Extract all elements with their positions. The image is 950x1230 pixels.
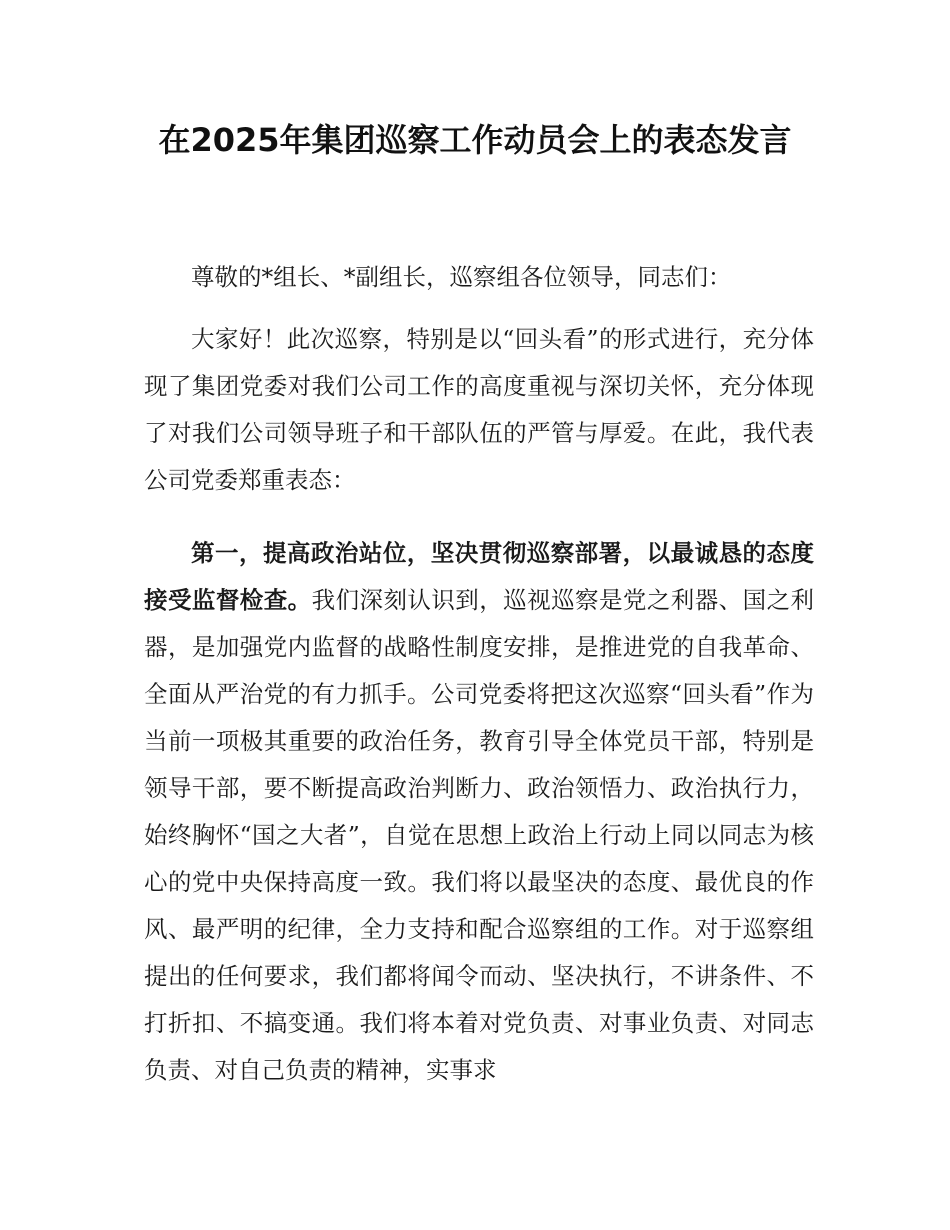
section-1-paragraph <box>144 530 814 1094</box>
section-1-body: 我们深刻认识到，巡视巡察是党之利器、国之利器，是加强党内监督的战略性制度安排，是推进党的自我革命、全面从严治党的有力抓手。公司党委将把这次巡察“回头看”作为当前一项极其重要的政治任务，教育引导全体党员干部，特别是领导干部，要不断提高政治判断力、政治领悟力、政治执行力，始终胸怀“国之大者”，自觉在思想上政治上行动上同以同志为核心的党中央保持高度一致。我们将以最坚决的态度、最优良的作风、最严明的纪律，全力支持和配合巡察组的工作。对于巡察组提出的任何要求，我们都将闻令而动、坚决执行，不讲条件、不打折扣、不搞变通。我们将本着对党负责、对事业负责、对同志负责、对自己负责的精神，实事求 <box>144 586 815 1084</box>
section-1-heading: 第一，提高政治站位，坚决贯彻巡察部署，以最诚恳的态度接受监督检查。 <box>144 539 814 614</box>
document-title: 在2025年集团巡察工作动员会上的表态发言 <box>158 121 792 159</box>
salutation-paragraph: 尊敬的*组长、*副组长，巡察组各位领导，同志们： <box>191 263 732 291</box>
intro-paragraph: 大家好！此次巡察，特别是以“回头看”的形式进行，充分体现了集团党委对我们公司工作的高度重视与深切关怀，充分体现了对我们公司领导班子和干部队伍的严管与厚爱。在此，我代表公司党委郑重表态： <box>144 325 814 494</box>
